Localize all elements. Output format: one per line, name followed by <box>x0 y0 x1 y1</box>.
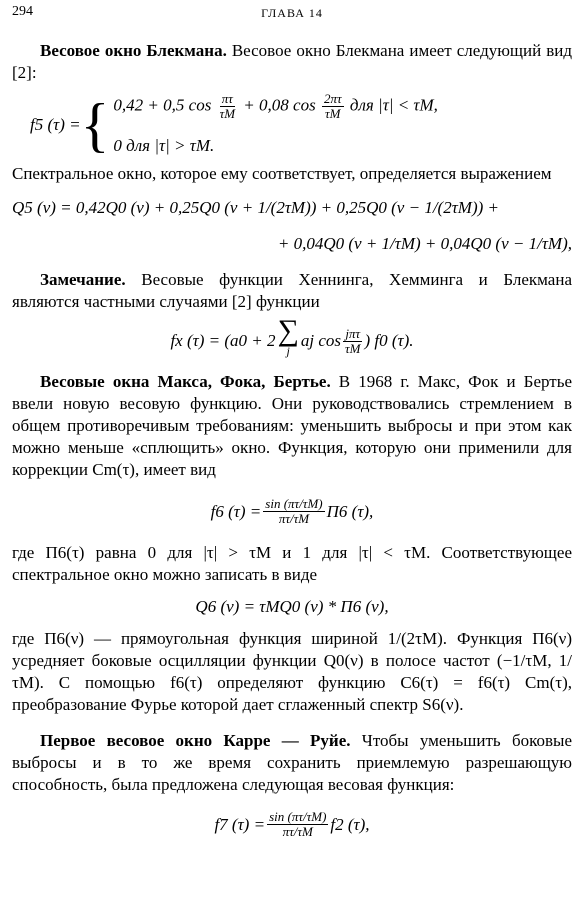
f7-lhs: f7 (τ) = <box>214 814 266 834</box>
f7-rhs: f2 (τ), <box>330 814 370 834</box>
f7-frac <box>267 810 328 839</box>
f5-frac1-num: πτ <box>221 91 233 106</box>
f5-frac-2 <box>322 92 344 121</box>
f5-case-1 <box>113 92 438 121</box>
formula-q5-line1: Q5 (ν) = 0,42Q0 (ν) + 0,25Q0 (ν + 1/(2τM)) + 0,25Q0 (ν − 1/(2τM)) + <box>12 198 499 217</box>
f6-frac <box>263 497 324 526</box>
chapter-title: ГЛАВА 14 <box>261 6 323 20</box>
sum-subscript: j <box>286 344 290 358</box>
f5-frac1-den: τM <box>219 106 236 121</box>
max-paragraph-2: где Π6(τ) равна 0 для |τ| > τM и 1 для |τ| < τM. Соответствующее спектральное окно можно записать в виде <box>12 543 572 584</box>
max-paragraph <box>12 371 572 481</box>
spectral-paragraph: Спектральное окно, которое ему соответствует, определяется выражением <box>12 164 552 183</box>
f5-frac2-num: 2πτ <box>323 91 342 106</box>
f5-case1-b: + 0,08 cos <box>243 95 316 115</box>
page-body <box>12 36 572 845</box>
f5-lhs: f5 (τ) = <box>30 114 81 134</box>
formula-fx <box>12 314 572 361</box>
fx-frac-num: jπτ <box>345 325 361 341</box>
f5-frac-1 <box>218 92 237 121</box>
blackman-text: Весовое окно Блекмана имеет следующий вид [2]: <box>12 41 572 82</box>
formula-f5 <box>30 92 572 157</box>
f6-frac-den: πτ/τM <box>278 511 310 526</box>
fx-frac-den: τM <box>345 340 361 356</box>
max-paragraph-3: где Π6(ν) — прямоугольная функция шириной 1/(2τM). Функция Π6(ν) усредняет боковые осцилляции функции Q0(ν) в полосе частот (−1/τM, 1/τM). С помощью f6(τ) определяют функцию C6(τ) = f6(τ) Cm(τ), преобразование Фурье которой дает сглаженный спектр S6(ν). <box>12 629 572 714</box>
f5-frac2-den: τM <box>325 106 341 121</box>
page-header <box>12 4 572 24</box>
f6-frac-num: sin (πτ/τM) <box>265 496 323 511</box>
f6-lhs: f6 (τ) = <box>210 501 262 521</box>
f5-case1-cond: для |τ| < τM, <box>349 95 438 115</box>
remark-text: Весовые функции Хеннинга, Хемминга и Блекмана являются частными случаями [2] функции <box>12 270 572 311</box>
section-title-carre: Первое весовое окно Карре — Руйе. <box>40 731 351 750</box>
section-title-remark: Замечание. <box>40 270 126 289</box>
brace-icon: { <box>80 91 110 158</box>
f5-case1-a: 0,42 + 0,5 cos <box>113 95 212 115</box>
fx-part-b: aj cos <box>300 331 342 350</box>
f5-case-2: 0 для |τ| > τM. <box>113 136 215 155</box>
formula-f7 <box>12 810 572 839</box>
f7-frac-num: sin (πτ/τM) <box>269 809 327 824</box>
f7-frac-den: πτ/τM <box>282 824 313 839</box>
formula-q5-line2: + 0,04Q0 (ν + 1/τM) + 0,04Q0 (ν − 1/τM), <box>277 234 572 253</box>
carre-paragraph <box>12 730 572 796</box>
page-number: 294 <box>12 4 33 19</box>
formula-f6 <box>12 497 572 526</box>
fx-part-a: fx (τ) = (a0 + 2 <box>170 331 276 350</box>
max-text: В 1968 г. Макс, Фок и Бертье ввели новую весовую функцию. Они руководствовались стремлением в общем противоречивым требованиям: уменьшить выбросы и при этом как можно меньше «сплющить» окно. Функция, которую они применили для коррекции Cm(τ), имеет вид <box>12 372 572 479</box>
formula-q6: Q6 (ν) = τMQ0 (ν) * Π6 (ν), <box>195 597 389 616</box>
f5-cases <box>113 92 438 157</box>
remark-paragraph <box>12 269 572 313</box>
fx-part-c: ) f0 (τ). <box>364 331 414 350</box>
blackman-paragraph <box>12 40 572 84</box>
section-title-blackman: Весовое окно Блекмана. <box>40 41 227 60</box>
section-title-max: Весовые окна Макса, Фока, Бертье. <box>40 372 331 391</box>
f6-rhs: Π6 (τ), <box>326 501 374 521</box>
sum-icon: ∑ j <box>277 321 298 361</box>
carre-text: Чтобы уменьшить боковые выбросы и в то же время сохранить приемлемую разрешающую способность, была предложена следующая весовая функция: <box>12 731 572 794</box>
fx-frac <box>343 327 362 356</box>
